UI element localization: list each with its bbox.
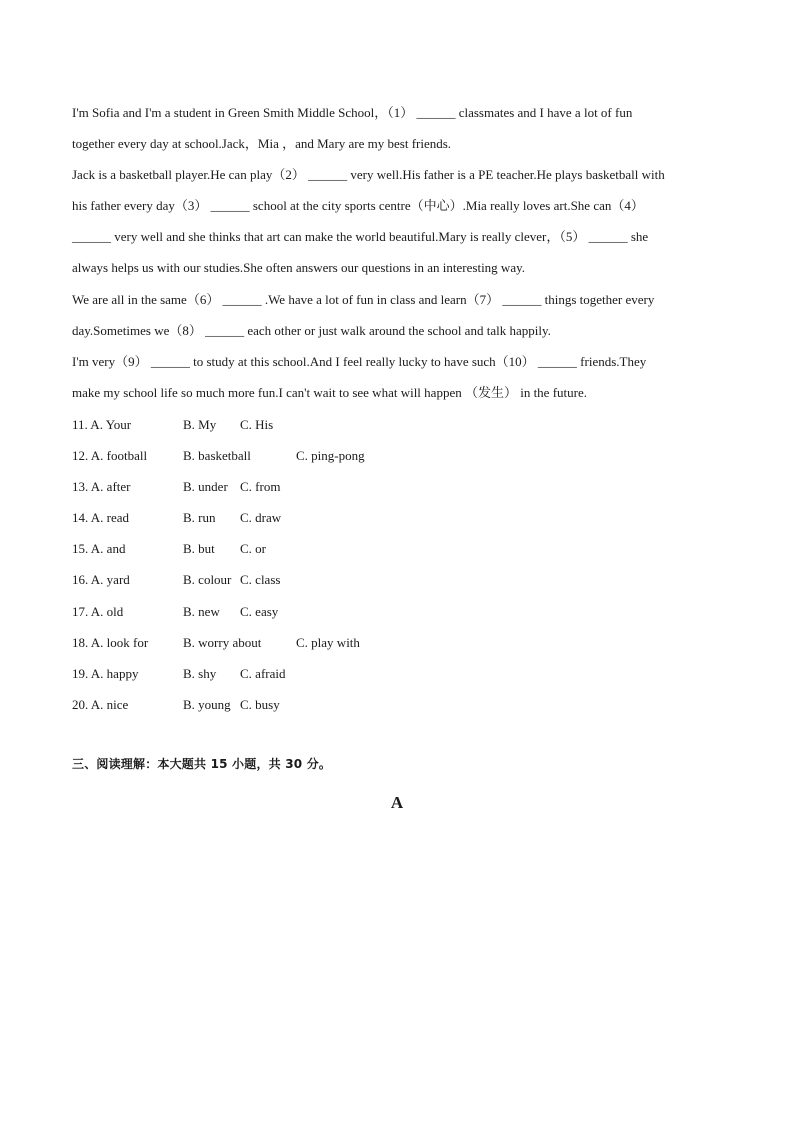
passage-line: I'm Sofia and I'm a student in Green Smith Middle School，（1） ______ classmates and I have a lot of fun	[72, 105, 633, 120]
passage-letter: A	[390, 793, 404, 812]
option-a: 14. A. read	[72, 510, 130, 526]
option-a: 18. A. look for	[72, 634, 149, 650]
option-c: C. easy	[240, 603, 279, 619]
option-b: B. under	[183, 479, 228, 495]
passage-line: make my school life so much more fun.I can't wait to see what will happen （发生） in the future.	[72, 384, 587, 400]
option-c: C. play with	[296, 634, 360, 650]
option-a: 13. A. after	[72, 479, 131, 495]
option-a: 17. A. old	[72, 603, 124, 619]
option-a: 11. A. Your	[72, 417, 132, 432]
option-c: C. afraid	[240, 665, 286, 681]
option-b: B. My	[183, 417, 217, 432]
passage-line: together every day at school.Jack，Mia ，and Mary are my best friends.	[72, 136, 452, 152]
passage-line: Jack is a basketball player.He can play（2） ______ very well.His father is a PE teacher.He plays basketball with	[72, 167, 665, 183]
passage-line: his father every day（3） ______ school at the city sports centre（中心）.Mia really loves art.She can（4）	[72, 198, 644, 214]
option-b: B. but	[183, 541, 215, 557]
option-c: C. or	[240, 541, 266, 557]
option-b: B. worry about	[183, 634, 262, 650]
passage-line: ______ very well and she thinks that art can make the world beautiful.Mary is really clever，（5） ______ she	[72, 229, 649, 245]
option-b: B. new	[183, 603, 220, 619]
option-c: C. ping-pong	[296, 448, 365, 464]
option-a: 19. A. happy	[72, 665, 139, 681]
option-c: C. from	[240, 479, 281, 495]
option-a: 16. A. yard	[72, 572, 130, 588]
option-b: B. young	[183, 696, 231, 712]
option-b: B. run	[183, 510, 216, 526]
option-a: 20. A. nice	[72, 696, 129, 712]
cloze-passage	[72, 97, 722, 408]
passage-line: I'm very（9） ______ to study at this school.And I feel really lucky to have such（10） ______ friends.They	[72, 353, 647, 369]
option-c: C. His	[240, 417, 274, 432]
option-b: B. shy	[183, 665, 217, 681]
section-heading: 三、阅读理解：本大题共 15 小题，共 30 分。	[72, 757, 332, 771]
passage-line: day.Sometimes we（8） ______ each other or just walk around the school and talk happily.	[72, 322, 551, 338]
option-a: 12. A. football	[72, 448, 148, 464]
option-b: B. basketball	[183, 448, 251, 464]
option-c: C. busy	[240, 696, 280, 712]
option-b: B. colour	[183, 572, 232, 588]
passage-line: always helps us with our studies.She often answers our questions in an interesting way.	[72, 260, 526, 276]
option-c: C. class	[240, 572, 281, 588]
option-c: C. draw	[240, 510, 282, 526]
option-a: 15. A. and	[72, 541, 126, 557]
passage-line: We are all in the same（6） ______ .We have a lot of fun in class and learn（7） ______ things together every	[72, 291, 655, 307]
